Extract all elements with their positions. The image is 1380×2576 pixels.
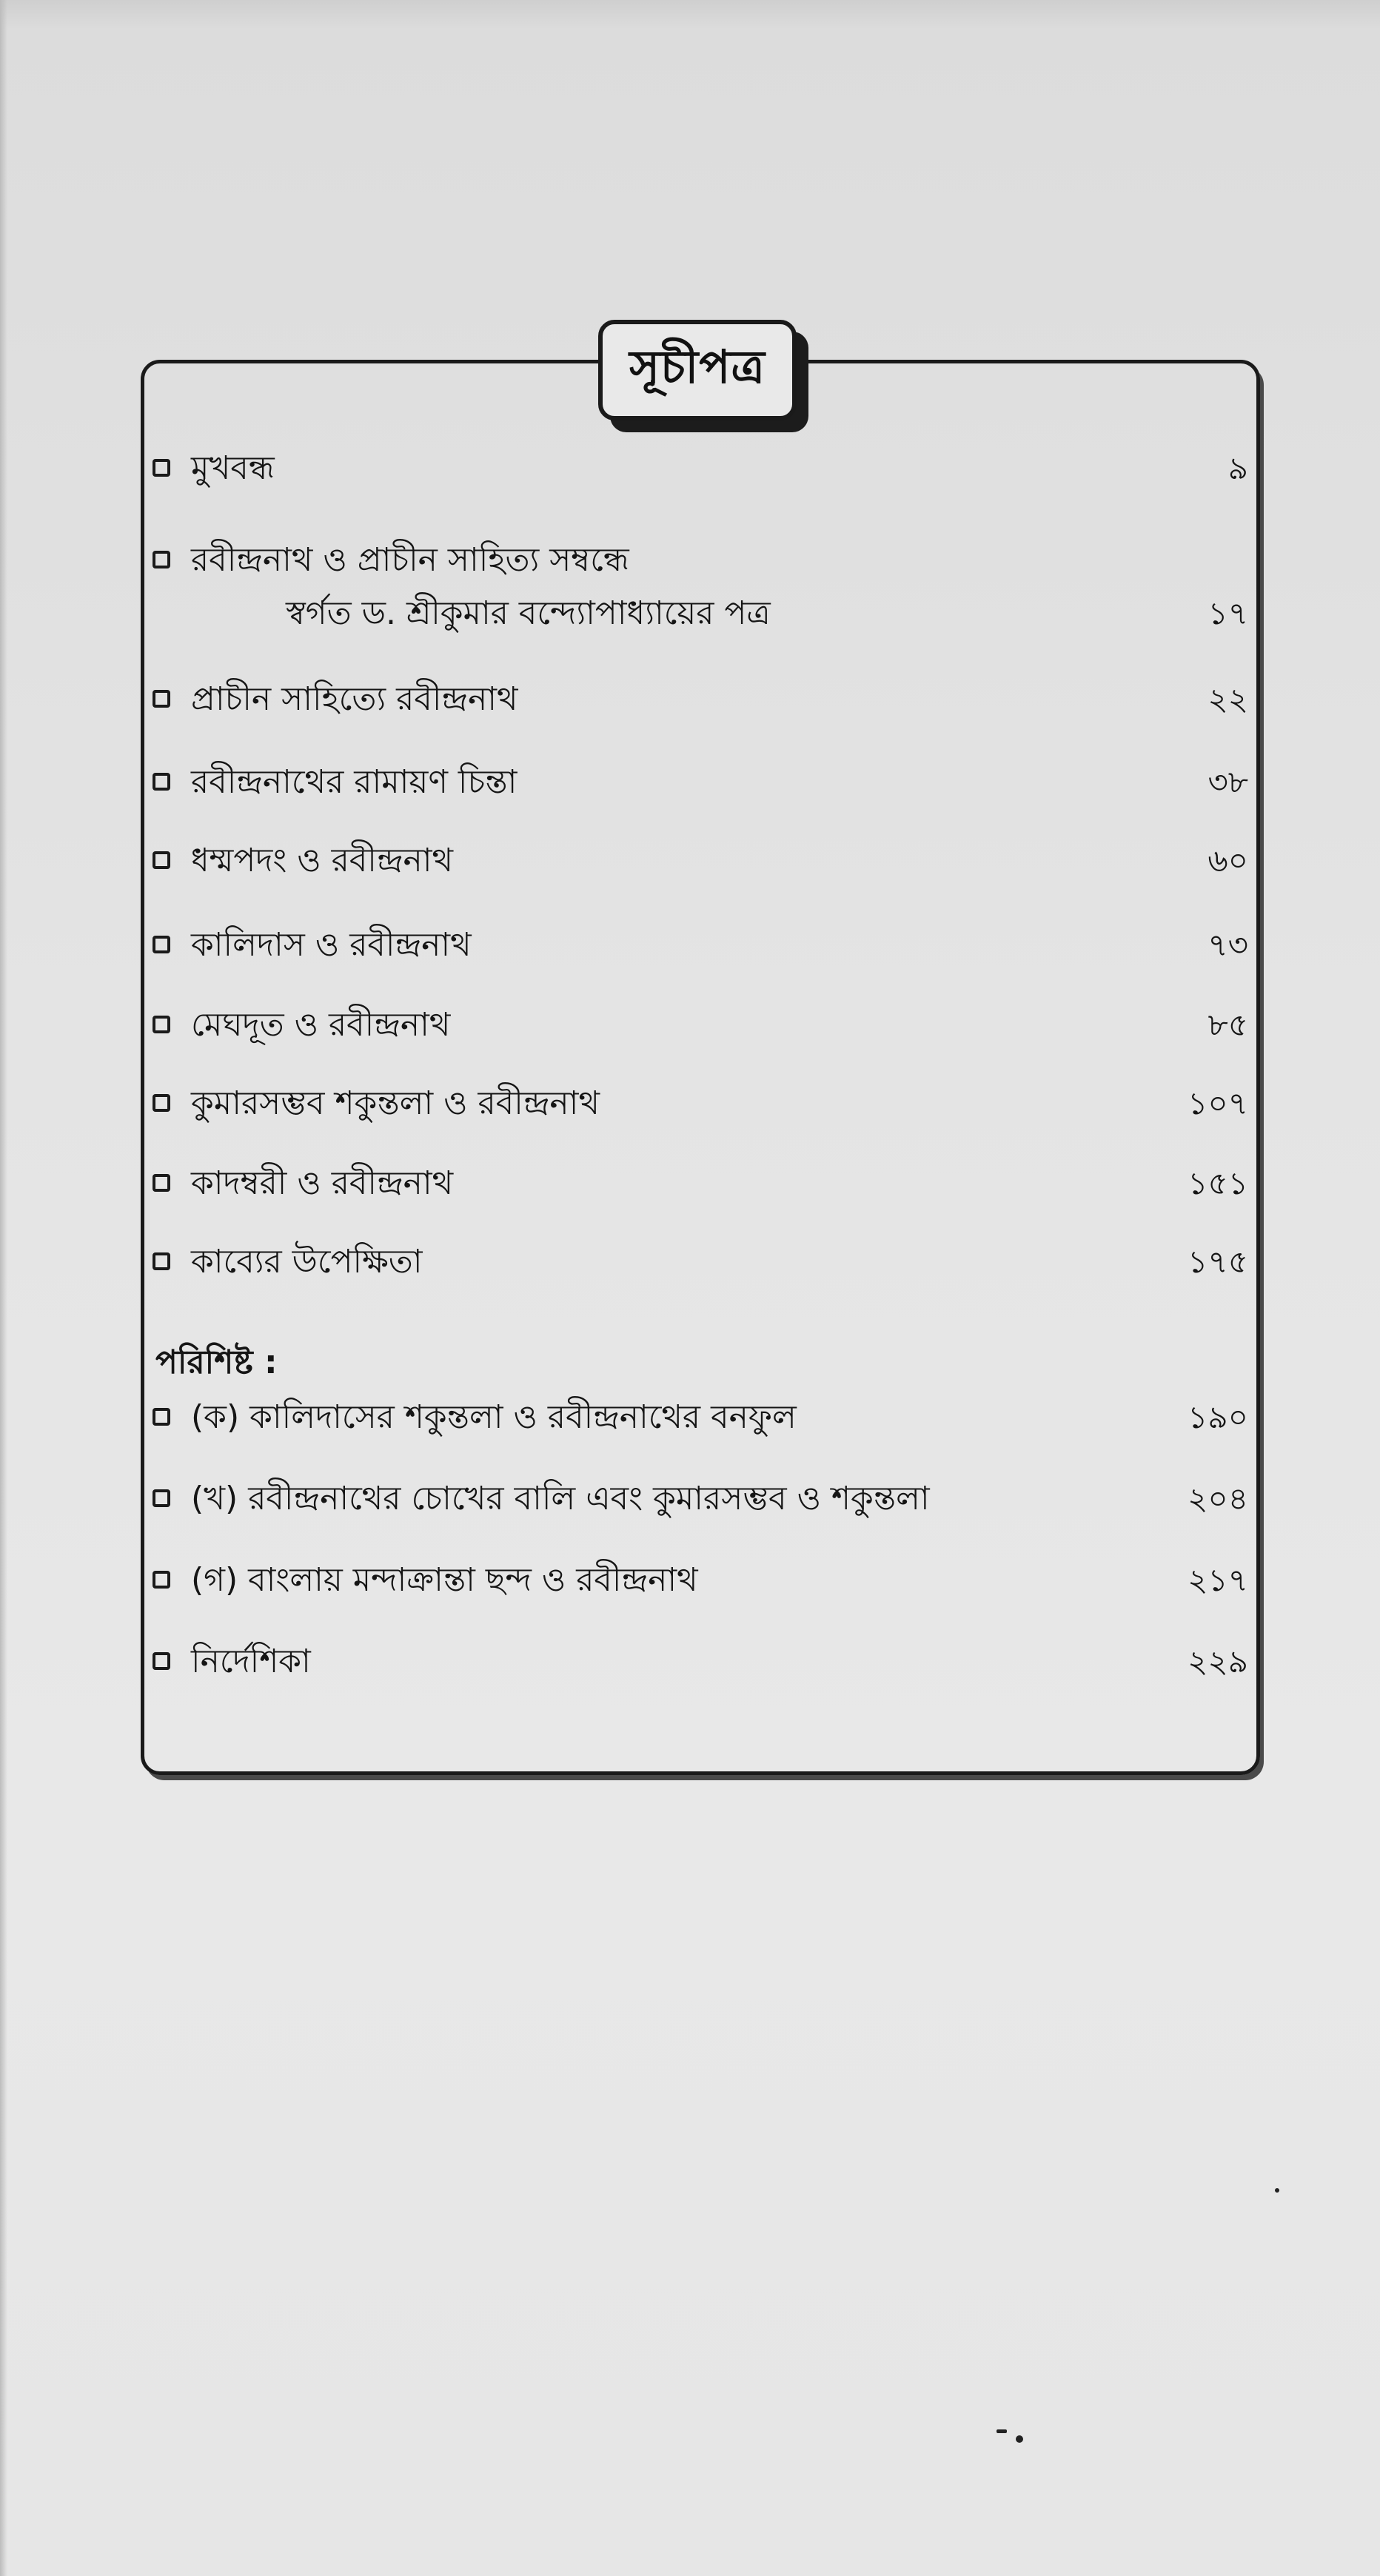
toc-entry xyxy=(153,443,1248,502)
toc-entry xyxy=(153,1078,1248,1137)
toc-entry xyxy=(153,835,1248,894)
toc-entry-page: ৯ xyxy=(1227,450,1248,486)
paper-speck xyxy=(1016,2435,1023,2443)
toc-entry-page: ২২ xyxy=(1208,681,1248,717)
toc-entry xyxy=(153,674,1248,733)
checkbox-icon xyxy=(153,1408,170,1426)
toc-entry xyxy=(153,534,1248,645)
checkbox-icon xyxy=(153,1571,170,1589)
checkbox-icon xyxy=(153,1489,170,1507)
toc-entry xyxy=(153,1236,1248,1295)
toc-entry-page: ১৭৫ xyxy=(1188,1244,1248,1280)
toc-entry-title: রবীন্দ্রনাথ ও প্রাচীন সাহিত্য সম্বন্ধে xyxy=(191,541,629,579)
toc-entry-title: কাদম্বরী ও রবীন্দ্রনাথ xyxy=(191,1164,454,1202)
checkbox-icon xyxy=(153,551,170,568)
toc-entry-title: কুমারসম্ভব শকুন্তলা ও রবীন্দ্রনাথ xyxy=(191,1084,600,1122)
appendix-entry xyxy=(153,1636,1248,1695)
checkbox-icon xyxy=(153,1016,170,1033)
checkbox-icon xyxy=(153,1652,170,1670)
toc-entry-page: ৭৩ xyxy=(1208,927,1248,963)
toc-entry-title: ধম্মপদং ও রবীন্দ্রনাথ xyxy=(191,842,453,879)
toc-entry-title: রবীন্দ্রনাথের রামায়ণ চিন্তা xyxy=(191,763,518,801)
checkbox-icon xyxy=(153,936,170,953)
paper-speck xyxy=(1275,2188,1279,2193)
toc-entry-title: মেঘদূত ও রবীন্দ্রনাথ xyxy=(191,1006,451,1044)
toc-entry-title: কালিদাস ও রবীন্দ্রনাথ xyxy=(191,926,472,964)
checkbox-icon xyxy=(153,773,170,791)
toc-entry xyxy=(153,1158,1248,1217)
toc-title: সূচীপত্র xyxy=(629,339,766,394)
appendix-entry-page: ১৯০ xyxy=(1188,1399,1248,1435)
toc-entry-page: ১৭ xyxy=(1208,595,1248,631)
toc-entry-page: ১০৭ xyxy=(1188,1085,1248,1121)
appendix-entry-title: (গ) বাংলায় মন্দাক্রান্তা ছন্দ ও রবীন্দ্রনাথ xyxy=(191,1561,698,1599)
appendix-entry-page: ২১৭ xyxy=(1188,1562,1248,1598)
toc-entry-page: ১৫১ xyxy=(1188,1165,1248,1201)
appendix-entry-page: ২০৪ xyxy=(1188,1480,1248,1517)
appendix-entry xyxy=(153,1473,1248,1532)
toc-entry-subtitle: স্বর্গত ড. শ্রীকুমার বন্দ্যোপাধ্যায়ের পত্র xyxy=(286,594,771,632)
appendix-entry xyxy=(153,1554,1248,1614)
checkbox-icon xyxy=(153,1094,170,1112)
appendix-entry xyxy=(153,1392,1248,1451)
appendix-entry-title: (ক) কালিদাসের শকুন্তলা ও রবীন্দ্রনাথের বনফুল xyxy=(191,1398,797,1436)
toc-entry-title: কাব্যের উপেক্ষিতা xyxy=(191,1243,423,1281)
toc-entry xyxy=(153,999,1248,1059)
toc-entry-page: ৬০ xyxy=(1208,842,1248,879)
appendix-entry-page: ২২৯ xyxy=(1188,1643,1248,1680)
appendix-heading: পরিশিষ্ট : xyxy=(155,1344,278,1381)
paper-speck xyxy=(997,2429,1007,2433)
checkbox-icon xyxy=(153,1252,170,1270)
appendix-entry-title: (খ) রবীন্দ্রনাথের চোখের বালি এবং কুমারসম্ভব ও শকুন্তলা xyxy=(191,1480,930,1517)
checkbox-icon xyxy=(153,851,170,869)
toc-entry-page: ৮৫ xyxy=(1208,1007,1248,1043)
checkbox-icon xyxy=(153,459,170,477)
checkbox-icon xyxy=(153,1174,170,1192)
toc-entry xyxy=(153,757,1248,816)
toc-entry-page: ৩৮ xyxy=(1208,764,1248,800)
toc-entry xyxy=(153,919,1248,979)
toc-entry-title: প্রাচীন সাহিত্যে রবীন্দ্রনাথ xyxy=(191,680,518,718)
appendix-entry-title: নির্দেশিকা xyxy=(191,1643,311,1680)
checkbox-icon xyxy=(153,690,170,708)
toc-entry-title: মুখবন্ধ xyxy=(191,449,275,487)
